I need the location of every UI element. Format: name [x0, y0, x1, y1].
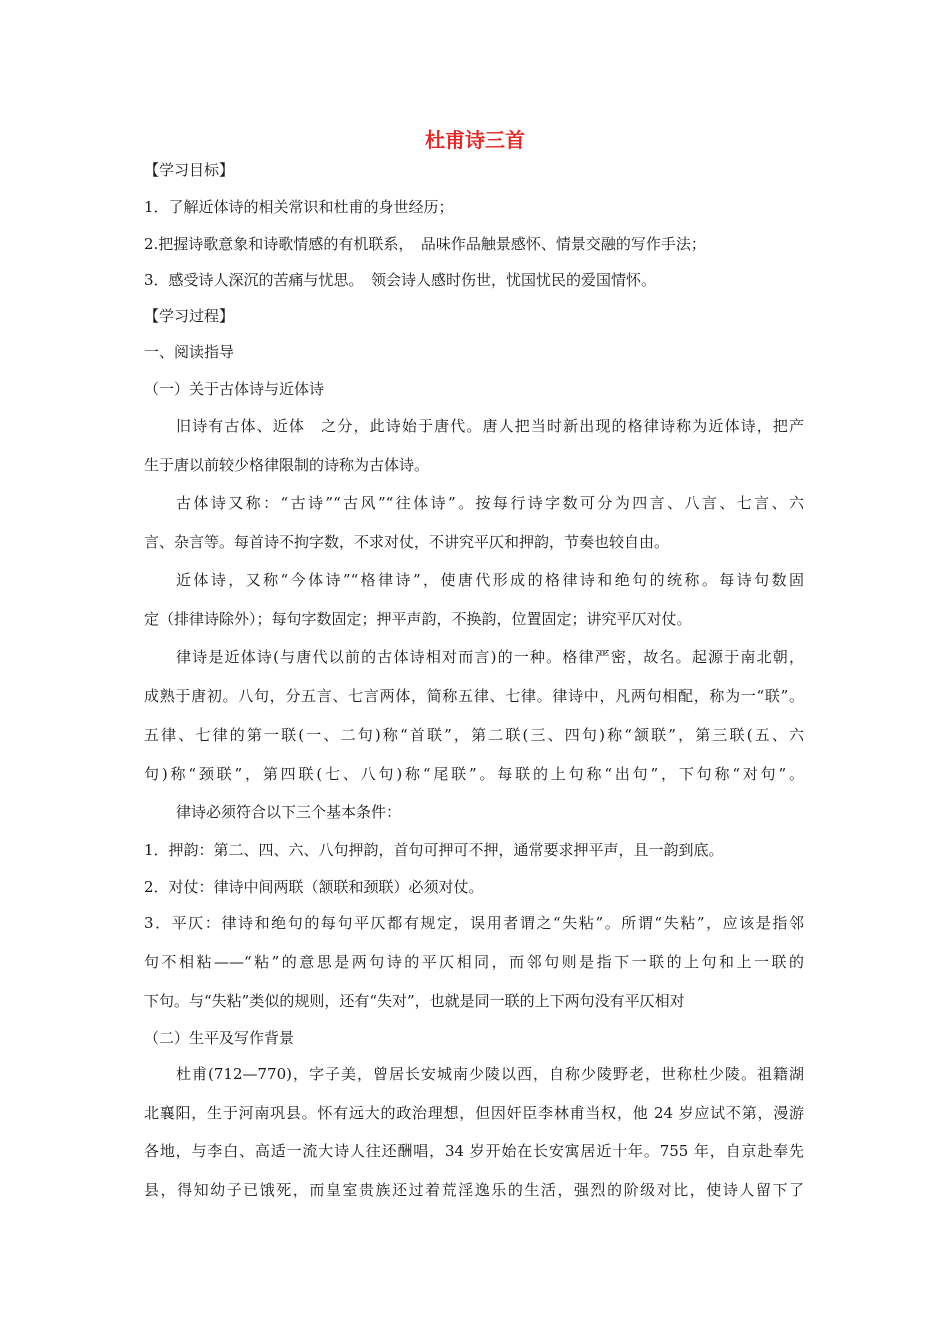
paragraph-line: 律诗是近体诗(与唐代以前的古体诗相对而言)的一种。格律严密，故名。起源于南北朝，: [176, 648, 804, 666]
paragraph-line: 杜甫(712—770)，字子美，曾居长安城南少陵以西，自称少陵野老，世称杜少陵。祖籍湖: [176, 1065, 804, 1083]
paragraph-line: 成熟于唐初。八句，分五言、七言两体，简称五律、七律。律诗中，凡两句相配，称为一“联”。: [144, 687, 804, 705]
paragraph-line: 定（排律诗除外）；每句字数固定；押平声韵，不换韵，位置固定；讲究平仄对仗。: [144, 610, 692, 628]
paragraph-line: 生于唐以前较少格律限制的诗称为古体诗。: [144, 456, 430, 474]
goal-item-2: 2.把握诗歌意象和诗歌情感的有机联系， 品味作品触景感怀、情景交融的写作手法；: [144, 235, 706, 253]
paragraph-line: 县，得知幼子已饿死，而皇室贵族还过着荒淫逸乐的生活，强烈的阶级对比，使诗人留下了: [144, 1181, 804, 1199]
section-reading-guide: 一、阅读指导: [144, 343, 235, 361]
document-title: 杜甫诗三首: [425, 128, 525, 152]
paragraph-line: 律诗必须符合以下三个基本条件：: [176, 803, 402, 821]
paragraph-line: 各地，与李白、高适一流大诗人往还酬唱，34 岁开始在长安寓居近十年。755 年，自京赴奉先: [144, 1142, 804, 1160]
paragraph-line: 言、杂言等。每首诗不拘字数，不求对仗，不讲究平仄和押韵，节奏也较自由。: [144, 533, 670, 551]
paragraph-line: 下句。与“失粘”类似的规则，还有“失对”，也就是同一联的上下两句没有平仄相对: [144, 992, 685, 1010]
paragraph-line: 句不相粘——“粘”的意思是两句诗的平仄相同，而邻句则是指下一联的上句和上一联的: [144, 953, 804, 971]
paragraph-line: 北襄阳，生于河南巩县。怀有远大的政治理想，但因奸臣李林甫当权，他 24 岁应试不第，漫游: [144, 1104, 804, 1122]
rule-item-3: 3．平仄：律诗和绝句的每句平仄都有规定，误用者谓之“失粘”。所谓“失粘”，应该是指邻: [144, 914, 804, 932]
paragraph-line: 古体诗又称：“古诗”“古风”“往体诗”。按每行诗字数可分为四言、八言、七言、六: [176, 494, 804, 512]
heading-learning-process: 【学习过程】: [144, 307, 235, 325]
subsection-biography: （二）生平及写作背景: [144, 1029, 295, 1047]
heading-learning-goals: 【学习目标】: [144, 161, 235, 179]
paragraph-line: 句)称“颈联”，第四联(七、八句)称“尾联”。每联的上句称“出句”，下句称“对句”。: [144, 765, 804, 783]
rule-item-2: 2．对仗：律诗中间两联（颔联和颈联）必须对仗。: [144, 878, 484, 896]
paragraph-line: 近体诗，又称“今体诗”“格律诗”，使唐代形成的格律诗和绝句的统称。每诗句数固: [176, 571, 804, 589]
paragraph-line: 五律、七律的第一联(一、二句)称“首联”，第二联(三、四句)称“颔联”，第三联(五、六: [144, 726, 804, 744]
subsection-poetry-types: （一）关于古体诗与近体诗: [144, 380, 325, 398]
paragraph-line: 旧诗有古体、近体 之分，此诗始于唐代。唐人把当时新出现的格律诗称为近体诗，把产: [176, 417, 804, 435]
goal-item-1: 1．了解近体诗的相关常识和杜甫的身世经历；: [144, 198, 454, 216]
goal-item-3: 3．感受诗人深沉的苦痛与忧思。 领会诗人感时伤世，忧国忧民的爱国情怀。: [144, 271, 657, 289]
rule-item-1: 1．押韵：第二、四、六、八句押韵，首句可押可不押，通常要求押平声，且一韵到底。: [144, 841, 724, 859]
